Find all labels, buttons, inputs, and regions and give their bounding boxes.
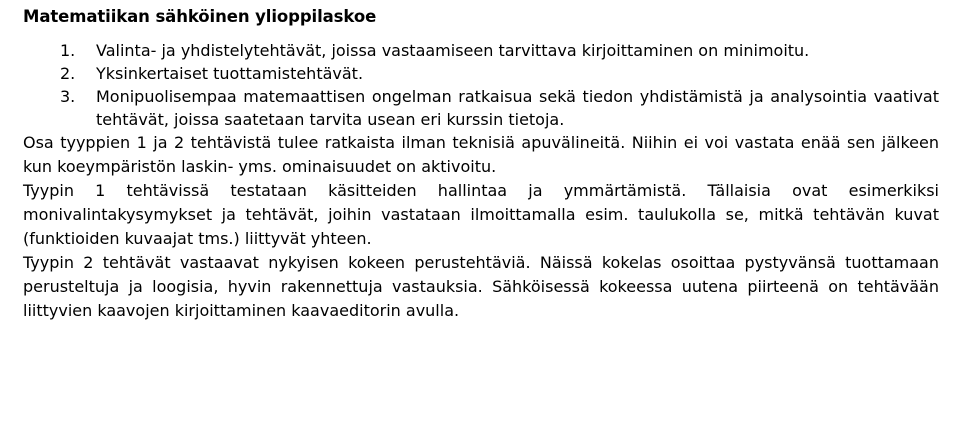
list-item-text: Valinta- ja yhdistelytehtävät, joissa vastaamiseen tarvittava kirjoittaminen on minimoitu. <box>96 41 810 60</box>
paragraph-type-2: Tyypin 2 tehtävät vastaavat nykyisen kokeen perustehtäviä. Näissä kokelas osoittaa pystyvänsä tuottamaan perusteltuja ja loogisia, hyvin rakennettuja vastauksia. Sähköisessä kokeessa uutena piirteenä on tehtävään liittyvien kaavojen kirjoittaminen kaavaeditorin avulla. <box>23 253 939 320</box>
list-item-text: Monipuolisempaa matemaattisen ongelman ratkaisua sekä tiedon yhdistämistä ja analysointia vaativat tehtävät, joissa saatetaan tarvita usean eri kurssin tietoja. <box>96 87 939 129</box>
paragraph-type-1: Tyypin 1 tehtävissä testataan käsitteiden hallintaa ja ymmärtämistä. Tällaisia ovat esimerkiksi monivalintakysymykset ja tehtävät, joihin vastataan ilmoittamalla esim. taulukolla se, mitkä tehtävän kuvat (funktioiden kuvaajat tms.) liittyvät yhteen. <box>23 181 939 248</box>
list-item <box>23 85 939 131</box>
document-title: Matematiikan sähköinen ylioppilaskoe <box>23 7 377 26</box>
document-content <box>23 0 939 323</box>
list-item-number: 3. <box>60 87 76 106</box>
task-type-list <box>23 39 939 131</box>
list-item-number: 2. <box>60 64 76 83</box>
list-item-number: 1. <box>60 41 76 60</box>
list-item <box>23 62 939 85</box>
list-item <box>23 39 939 62</box>
list-item-text: Yksinkertaiset tuottamistehtävät. <box>96 64 364 83</box>
paragraph-technical-aids: Osa tyyppien 1 ja 2 tehtävistä tulee ratkaista ilman teknisiä apuvälineitä. Niihin ei voi vastata enää sen jälkeen kun koeympäristön laskin- yms. ominaisuudet on aktivoitu. <box>23 133 939 176</box>
